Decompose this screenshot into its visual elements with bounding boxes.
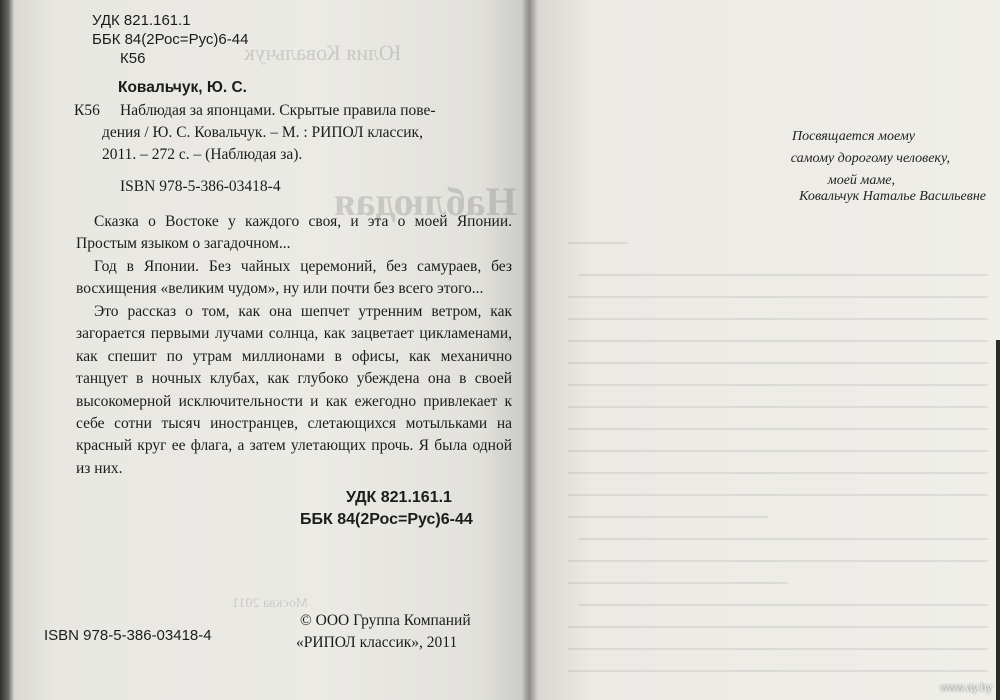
cutter-top: К56 (120, 50, 146, 67)
bbk-top: ББК 84(2Рос=Рус)6-44 (92, 31, 249, 48)
show-through-title: Наблюдая (334, 179, 517, 224)
left-page (14, 0, 530, 700)
abstract-paragraph-2: Год в Японии. Без чайных церемоний, без самураев, без восхищения «великим чудом», ну или почти без всего этого... (76, 258, 512, 298)
dedication-line-4: Ковальчук Наталье Васильевне (799, 189, 986, 204)
show-through-text: Юлия Ковальчук (244, 40, 402, 65)
copyright-line-2: «РИПОЛ классик», 2011 (296, 634, 458, 651)
isbn-bottom: ISBN 978-5-386-03418-4 (44, 627, 212, 644)
cutter-entry: К56 (74, 102, 100, 119)
bbk-bottom: ББК 84(2Рос=Рус)6-44 (300, 511, 473, 528)
citation-line-2: дения / Ю. С. Ковальчук. – М. : РИПОЛ классик, (102, 124, 423, 141)
isbn-mid: ISBN 978-5-386-03418-4 (120, 178, 281, 195)
copyright-line-1: © ООО Группа Компаний (300, 612, 471, 629)
book-left-edge (0, 0, 14, 700)
dedication-line-1: Посвящается моему (792, 129, 915, 144)
abstract-paragraph-1: Сказка о Востоке у каждого своя, и эта о моей Японии. Простым языком о загадочном... (76, 213, 512, 253)
citation-line-1: Наблюдая за японцами. Скрытые правила пове- (120, 102, 436, 119)
udk-top: УДК 821.161.1 (92, 12, 191, 29)
author-heading: Ковальчук, Ю. С. (118, 79, 247, 96)
udk-bottom: УДК 821.161.1 (346, 489, 452, 506)
show-through-year: Москва 2011 (232, 596, 309, 611)
book-right-edge (996, 340, 1000, 700)
dedication-line-2: самому дорогому человеку, (790, 151, 950, 166)
dedication-line-3: моей маме, (827, 173, 895, 188)
citation-line-3: 2011. – 272 с. – (Наблюдая за). (102, 146, 303, 163)
book-gutter (522, 0, 538, 700)
abstract-paragraph-3: Это рассказ о том, как она шепчет утренним ветром, как загорается первыми лучами солнца, как зацветает цикламенами, как спешит по утрам миллионами в офисы, как механично танцует в ночных клубах, как глубоко убеждена она в своей высокомерной исключительности и как ежегодно привлекает к себе сотни тысяч иностранцев, слетающихся мотыльками на красный круг ее флага, а затем улетающих прочь. Я была одной из них. (76, 303, 512, 477)
watermark: www.ay.by (940, 682, 992, 694)
right-page (538, 0, 1000, 700)
